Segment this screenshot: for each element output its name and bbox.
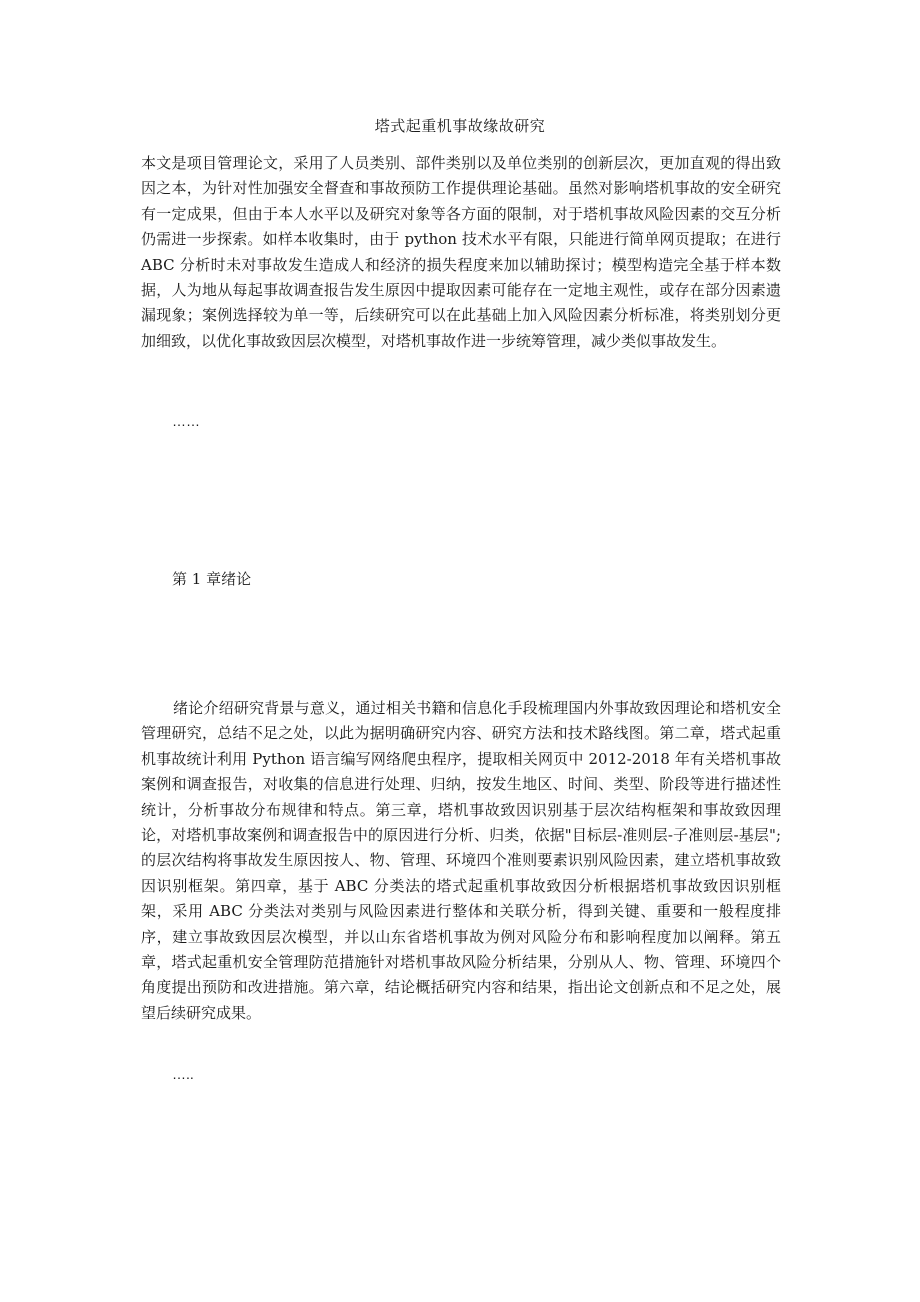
ellipsis-marker-end: ….. [172,1066,194,1082]
document-title: 塔式起重机事故缘故研究 [374,117,546,135]
chapter-heading: 第 1 章绪论 [172,570,252,588]
introduction-paragraph: 绪论介绍研究背景与意义，通过相关书籍和信息化手段梳理国内外事故致因理论和塔机安全管理研究，总结不足之处，以此为据明确研究内容、研究方法和技术路线图。第二章，塔式起重机事故统计利用 Python 语言编写网络爬虫程序，提取相关网页中 2012-2018 年有关塔机事故案例和调查报告，对收集的信息进行处理、归纳，按发生地区、时间、类型、阶段等进行描述性统计，分析事故分布规律和特点。第三章，塔机事故致因识别基于层次结构框架和事故致因理论，对塔机事故案例和调查报告中的原因进行分析、归类，依据"目标层-准则层-子准则层-基层";的层次结构将事故发生原因按人、物、管理、环境四个准则要素识别风险因素，建立塔机事故致因识别框架。第四章，基于 ABC 分类法的塔式起重机事故致因分析根据塔机事故致因识别框架，采用 ABC 分类法对类别与风险因素进行整体和关联分析，得到关键、重要和一般程度排序，建立事故致因层次模型，并以山东省塔机事故为例对风险分布和影响程度加以阐释。第五章，塔式起重机安全管理防范措施针对塔机事故风险分析结果，分别从人、物、管理、环境四个角度提出预防和改进措施。第六章，结论概括研究内容和结果，指出论文创新点和不足之处，展望后续研究成果。 [141,699,781,1022]
abstract-paragraph: 本文是项目管理论文，采用了人员类别、部件类别以及单位类别的创新层次，更加直观的得出致因之本，为针对性加强安全督查和事故预防工作提供理论基础。虽然对影响塔机事故的安全研究有一定成果，但由于本人水平以及研究对象等各方面的限制，对于塔机事故风险因素的交互分析仍需进一步探索。如样本收集时，由于 python 技术水平有限，只能进行简单网页提取；在进行 ABC 分析时未对事故发生造成人和经济的损失程度来加以辅助探讨；模型构造完全基于样本数据，人为地从每起事故调查报告发生原因中提取因素可能存在一定地主观性，或存在部分因素遗漏现象；案例选择较为单一等，后续研究可以在此基础上加入风险因素分析标准，将类别划分更加细致，以优化事故致因层次模型，对塔机事故作进一步统筹管理，减少类似事故发生。 [141,154,781,350]
ellipsis-marker: …… [172,413,200,429]
